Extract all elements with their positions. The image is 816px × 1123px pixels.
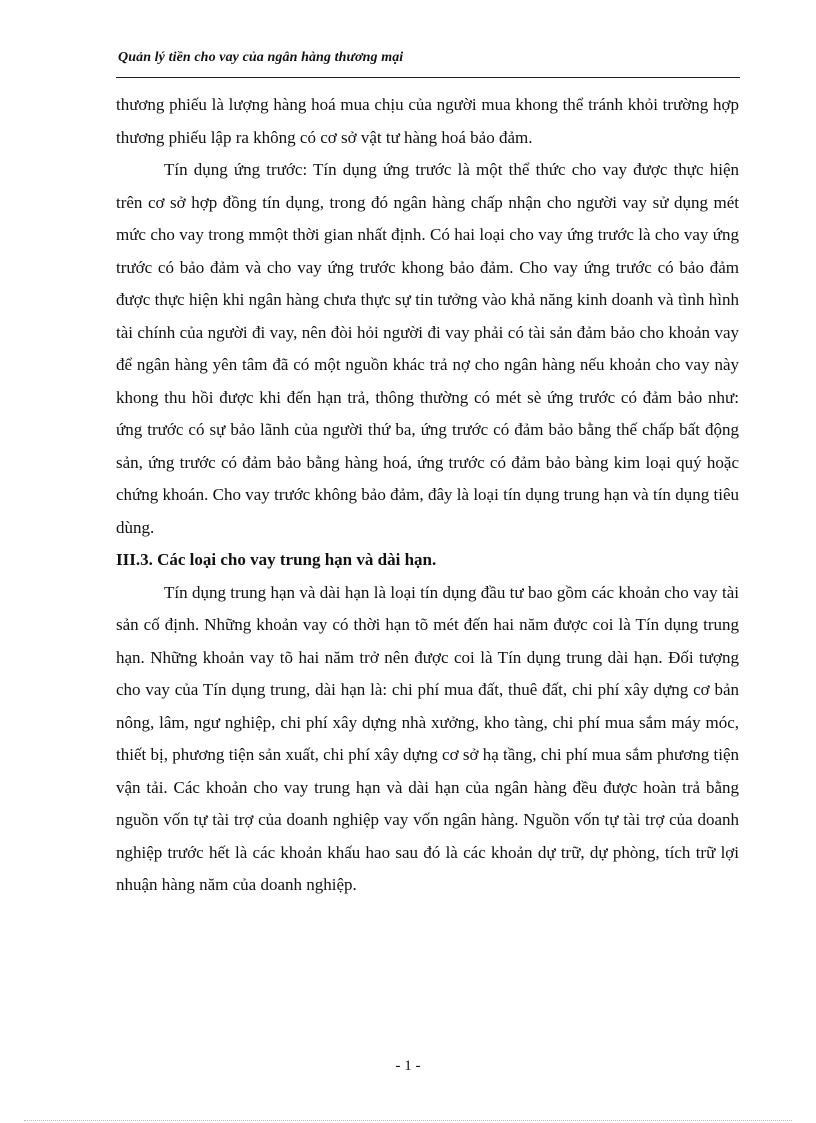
paragraph-advance-credit: Tín dụng ứng trước: Tín dụng ứng trước là một thể thức cho vay được thực hiện trên cơ sở hợp đồng tín dụng, trong đó ngân hàng chấp nhận cho người vay sử dụng mét mức cho vay trong mmột thời gian nhất định. Có hai loại cho vay ứng trước là cho vay ứng trước có bảo đảm và cho vay ứng trước khong bảo đảm. Cho vay ứng trước có bảo đảm được thực hiện khi ngân hàng chưa thực sự tin tưởng vào khả năng kinh doanh và tình hình tài chính của người đi vay, nên đòi hỏi người đi vay phải có tài sản đảm bảo cho khoản vay để ngân hàng yên tâm đã có một nguồn khác trả nợ cho ngân hàng nếu khoản cho vay này khong thu hồi được khi đến hạn trả, thông thường có mét sè ứng trước có đảm bảo như: ứng trước có sự bảo lãnh của người thứ ba, ứng trước có đảm bảo bằng thế chấp bất động sản, ứng trước có đảm bảo bằng hàng hoá, ứng trước có đảm bảo bàng kim loại quý hoặc chứng khoán. Cho vay trước không bảo đảm, đây là loại tín dụng trung hạn và tín dụng tiêu dùng. <box>116 160 739 537</box>
running-header: Quản lý tiền cho vay của ngân hàng thương mại <box>118 50 404 65</box>
document-body <box>116 89 739 902</box>
section-heading: III.3. Các loại cho vay trung hạn và dài hạn. <box>116 550 437 569</box>
paragraph-continuation: thương phiếu là lượng hàng hoá mua chịu của người mua khong thể tránh khỏi trường hợp thương phiếu lập ra không có cơ sở vật tư hàng hoá bảo đảm. <box>116 95 739 147</box>
header-rule <box>116 77 740 78</box>
page-number: - 1 - <box>395 1058 421 1074</box>
paragraph-medium-long-term-credit: Tín dụng trung hạn và dài hạn là loại tín dụng đầu tư bao gồm các khoản cho vay tài sản cố định. Những khoản vay có thời hạn tõ mét đến hai năm được coi là Tín dụng trung hạn. Những khoản vay tõ hai năm trở nên được coi là Tín dụng trung dài hạn. Đối tượng cho vay của Tín dụng trung, dài hạn là: chi phí mua đất, thuê đất, chi phí xây dựng cơ bản nông, lâm, ngư nghiệp, chi phí xây dựng nhà xưởng, kho tàng, chi phí mua sắm máy móc, thiết bị, phương tiện sản xuất, chi phí xây dựng cơ sở hạ tầng, chi phí mua sắm phương tiện vận tải. Các khoản cho vay trung hạn và dài hạn của ngân hàng đều được hoàn trả bằng nguồn vốn tự tài trợ của doanh nghiệp vay vốn ngân hàng. Nguồn vốn tự tài trợ của doanh nghiệp trước hết là các khoản khấu hao sau đó là các khoản dự trữ, dự phòng, tích trữ lợi nhuận hàng năm của doanh nghiệp. <box>116 582 739 894</box>
page-break-line <box>24 1120 792 1121</box>
